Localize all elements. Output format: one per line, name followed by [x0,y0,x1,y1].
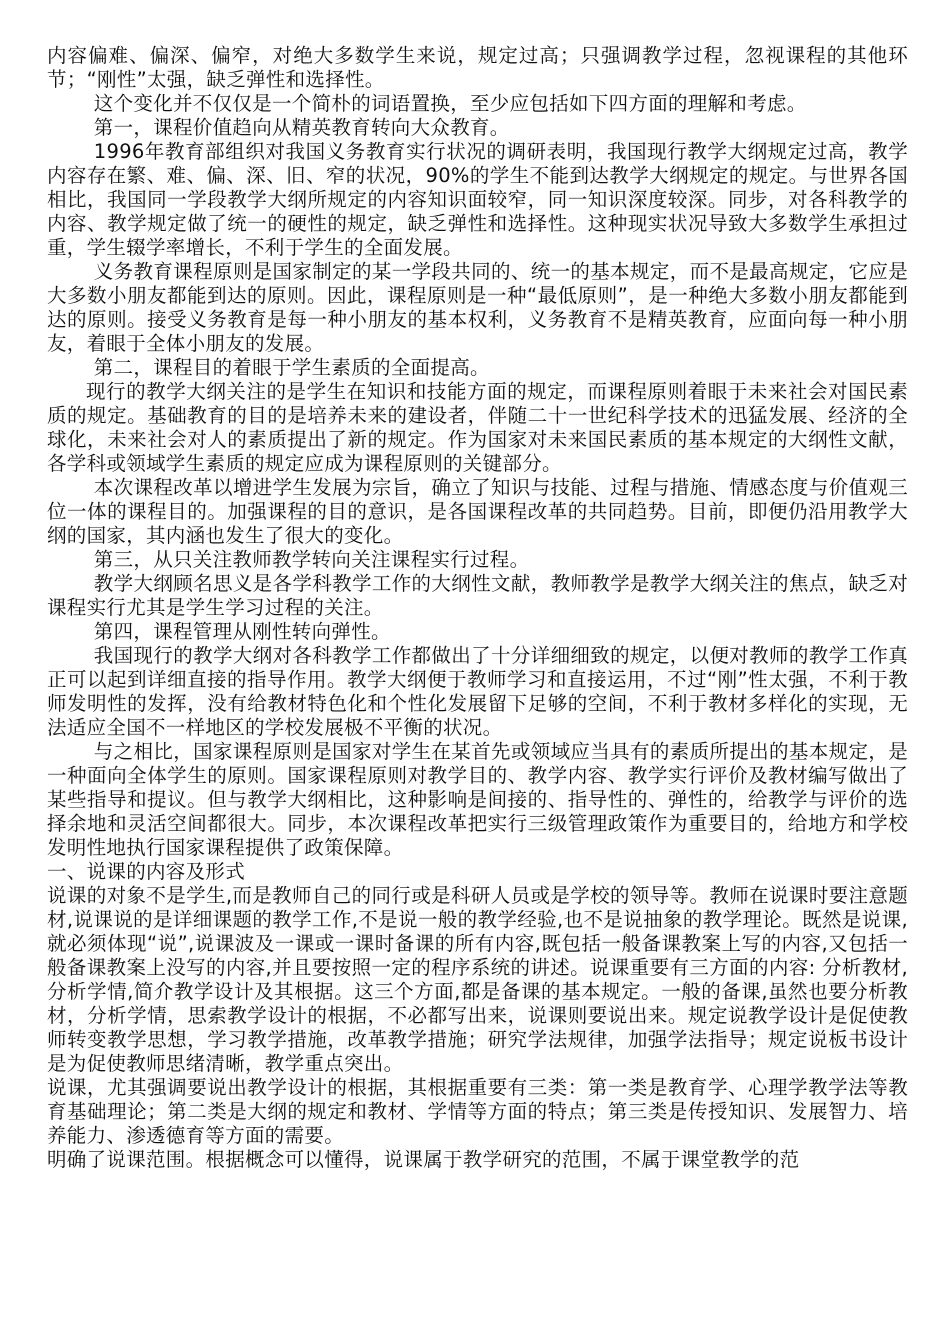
paragraph-10: 教学大纲顾名思义是各学科教学工作的大纲性文献，教师教学是教学大纲关注的焦点，缺乏对课程实行尤其是学生学习过程的关注。 [47,572,908,619]
paragraph-7: 现行的教学大纲关注的是学生在知识和技能方面的规定，而课程原则着眼于未来社会对国民素质的规定。基础教育的目的是培养未来的建设者，伴随二十一世纪科学技术的迅猛发展、经济的全球化，未来社会对人的素质提出了新的规定。作为国家对未来国民素质的基本规定的大纲性文献，各学科或领域学生素质的规定应成为课程原则的关键部分。 [47,380,908,475]
paragraph-2: 这个变化并不仅仅是一个简朴的词语置换，至少应包括如下四方面的理解和考虑。 [93,92,807,115]
point-one-heading: 第一，课程价值趋向从精英教育转向大众教育。 [93,116,510,139]
paragraph-5: 义务教育课程原则是国家制定的某一学段共同的、统一的基本规定，而不是最高规定，它应是大多数小朋友都能到达的原则。因此，课程原则是一种“最低原则”，是一种绝大多数小朋友都能到达的原则。接受义务教育是每一种小朋友的基本权利，义务教育不是精英教育，应面向每一种小朋友，着眼于全体小朋友的发展。 [47,260,908,355]
point-three-heading: 第三，从只关注教师教学转向关注课程实行过程。 [93,548,530,571]
paragraph-13: 与之相比，国家课程原则是国家对学生在某首先或领域应当具有的素质所提出的基本规定，是一种面向全体学生的原则。国家课程原则对教学目的、教学内容、教学实行评价及教材编写做出了某些指导和提议。但与教学大纲相比，这种影响是间接的、指导性的、弹性的，给教学与评价的选择余地和灵活空间都很大。同步，本次课程改革把实行三级管理政策作为重要目的，给地方和学校发明性地执行国家课程提供了政策保障。 [47,740,908,859]
point-four-heading: 第四，课程管理从刚性转向弹性。 [93,620,391,643]
paragraph-4: 1996年教育部组织对我国义务教育实行状况的调研表明，我国现行教学大纲规定过高，教学内容存在繁、难、偏、深、旧、窄的状况，90%的学生不能到达教学大纲规定的规定。与世界各国相比，我国同一学段教学大纲所规定的内容知识面较窄，同一知识深度较深。同步，对各科教学的内容、教学规定做了统一的硬性的规定，缺乏弹性和选择性。这种现实状况导致大多数学生承担过重，学生辍学率增长，不利于学生的全面发展。 [47,140,908,259]
paragraph-12: 我国现行的教学大纲对各科教学工作都做出了十分详细细致的规定，以便对教师的教学工作真正可以起到详细直接的指导作用。教学大纲便于教师学习和直接运用，不过“刚”性太强，不利于教师发明性的发挥，没有给教材特色化和个性化发展留下足够的空间，不利于教材多样化的实现，无法适应全国不一样地区的学校发展极不平衡的状况。 [47,644,908,739]
paragraph-16: 说课，尤其强调要说出教学设计的根据，其根据重要有三类：第一类是教育学、心理学教学法等教育基础理论；第二类是大纲的规定和教材、学情等方面的特点；第三类是传授知识、发展智力、培养能力、渗透德育等方面的需要。 [47,1076,908,1147]
paragraph-15: 说课的对象不是学生,而是教师自己的同行或是科研人员或是学校的领导等。教师在说课时要注意题材,说课说的是详细课题的教学工作,不是说一般的教学经验,也不是说抽象的教学理论。既然是说课,就必须体现“说”,说课波及一课或一课时备课的所有内容,既包括一般备课教案上写的内容,又包括一般备课教案上没写的内容,并且要按照一定的程序系统的讲述。说课重要有三方面的内容: 分析教材,分析学情,简介教学设计及其根据。这三个方面,都是备课的基本规定。一般的备课,虽然也要分析教材，分析学情，思索教学设计的根据，不必都写出来，说课则要说出来。规定说教学设计是促使教师转变教学思想，学习教学措施，改革教学措施；研究学法规律，加强学法指导；规定说板书设计是为促使教师思绪清晰，教学重点突出。 [47,884,908,1075]
paragraph-1: 内容偏难、偏深、偏窄，对绝大多数学生来说，规定过高；只强调教学过程，忽视课程的其他环节；“刚性”太强，缺乏弹性和选择性。 [47,44,908,91]
paragraph-17: 明确了说课范围。根据概念可以懂得，说课属于教学研究的范围，不属于课堂教学的范 [47,1148,800,1171]
paragraph-8: 本次课程改革以增进学生发展为宗旨，确立了知识与技能、过程与措施、情感态度与价值观三位一体的课程目的。加强课程的目的意识，是各国课程改革的共同趋势。目前，即便仍沿用教学大纲的国家，其内涵也发生了很大的变化。 [47,476,908,547]
point-two-heading: 第二，课程目的着眼于学生素质的全面提高。 [93,356,490,379]
section-heading: 一、说课的内容及形式 [47,860,246,883]
